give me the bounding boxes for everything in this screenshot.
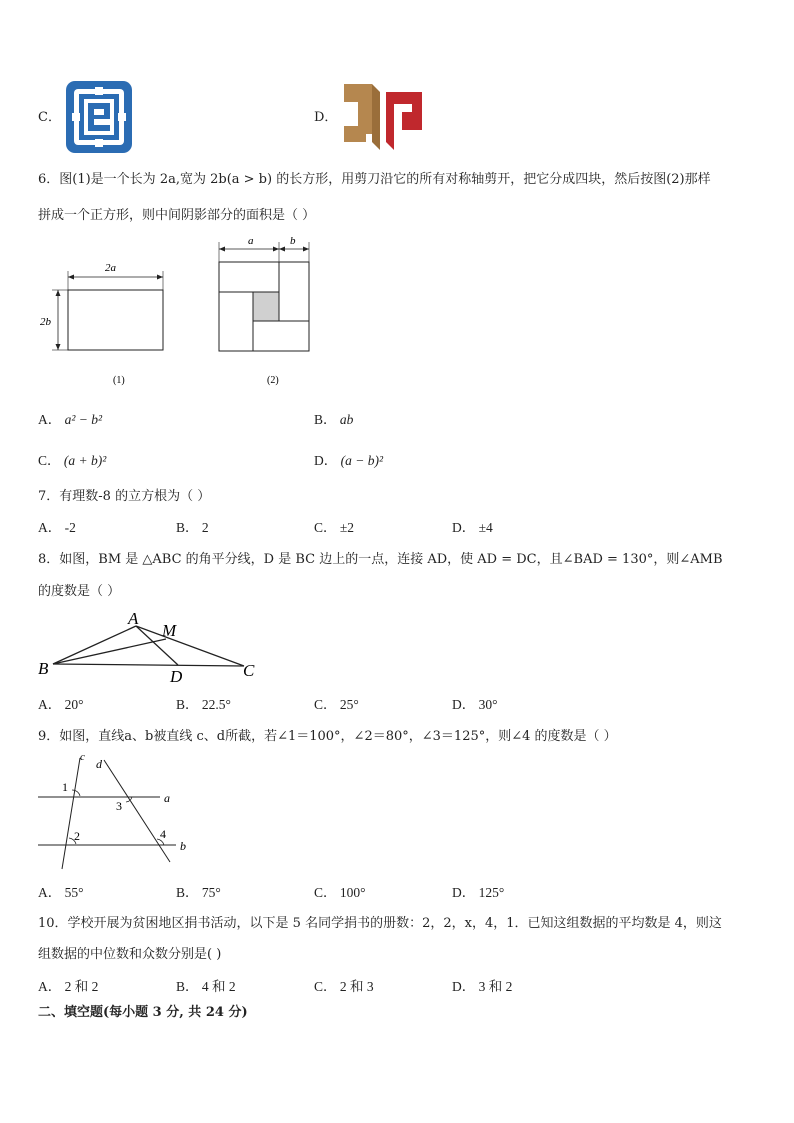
q8-point-c: C bbox=[243, 661, 255, 680]
q9-angle-3: 3 bbox=[116, 799, 122, 813]
q9-label-a: a bbox=[164, 791, 170, 805]
q10-option-b[interactable]: B． 4 和 2 bbox=[176, 979, 236, 994]
q8-option-a[interactable]: A． 20° bbox=[38, 697, 84, 712]
fig1-label-2a: 2a bbox=[105, 262, 116, 274]
q9-label-b: b bbox=[180, 839, 186, 853]
q8-triangle-figure bbox=[36, 608, 266, 688]
open-book-logo-icon bbox=[340, 82, 426, 152]
q8-stem-line2: 的度数是（ ） bbox=[38, 584, 121, 599]
q10-option-d[interactable]: D． 3 和 2 bbox=[452, 979, 513, 994]
q9-option-b[interactable]: B． 75° bbox=[176, 885, 221, 900]
fig1-caption: (1) bbox=[113, 375, 125, 386]
option-c-label: C． bbox=[38, 110, 61, 125]
q10-option-a[interactable]: A． 2 和 2 bbox=[38, 979, 99, 994]
q10-stem-line1: 10．学校开展为贫困地区捐书活动，以下是 5 名同学捐书的册数：2，2，x，4，1．已知这组数据的平均数是 4，则这 bbox=[38, 916, 722, 931]
q6-stem-line2: 拼成一个正方形，则中间阴影部分的面积是（ ） bbox=[38, 208, 316, 223]
fig1-label-2b: 2b bbox=[40, 316, 51, 328]
q8-point-m: M bbox=[162, 621, 177, 640]
q7-option-d[interactable]: D． ±4 bbox=[452, 520, 493, 535]
q8-point-a: A bbox=[128, 609, 139, 628]
q6-option-b[interactable]: B． ab bbox=[314, 412, 354, 427]
q8-option-c[interactable]: C． 25° bbox=[314, 697, 359, 712]
q9-stem: 9．如图，直线a、b被直线 c、d所截，若∠1＝100°，∠2＝80°，∠3＝125°，则∠4 的度数是（ ） bbox=[38, 729, 617, 744]
option-d-label: D． bbox=[314, 110, 338, 125]
section-2-heading: 二、填空题(每小题 3 分, 共 24 分) bbox=[38, 1005, 248, 1020]
q8-point-b: B bbox=[38, 659, 49, 678]
fig2-label-b: b bbox=[290, 235, 296, 247]
q8-option-d[interactable]: D． 30° bbox=[452, 697, 498, 712]
q7-option-b[interactable]: B． 2 bbox=[176, 520, 209, 535]
q9-angle-4: 4 bbox=[160, 827, 166, 841]
q9-angle-2: 2 bbox=[74, 829, 80, 843]
q9-option-c[interactable]: C． 100° bbox=[314, 885, 366, 900]
q6-option-a[interactable]: A． a² − b² bbox=[38, 412, 103, 427]
maze-square-logo-icon bbox=[64, 79, 134, 155]
q6-figure-2 bbox=[210, 232, 320, 392]
q9-option-d[interactable]: D． 125° bbox=[452, 885, 505, 900]
q9-lines-figure bbox=[36, 752, 196, 872]
q7-option-a[interactable]: A． -2 bbox=[38, 520, 76, 535]
q9-option-a[interactable]: A． 55° bbox=[38, 885, 84, 900]
q6-option-c[interactable]: C． (a + b)² bbox=[38, 453, 107, 468]
q7-stem: 7．有理数-8 的立方根为（ ） bbox=[38, 489, 211, 504]
q6-option-d[interactable]: D． (a − b)² bbox=[314, 453, 384, 468]
q7-option-c[interactable]: C． ±2 bbox=[314, 520, 355, 535]
q6-stem-line1: 6．图(1)是一个长为 2a,宽为 2b(a > b) 的长方形，用剪刀沿它的所有对称轴剪开，把它分成四块，然后按图(2)那样 bbox=[38, 172, 711, 187]
q10-option-c[interactable]: C． 2 和 3 bbox=[314, 979, 374, 994]
q8-point-d: D bbox=[170, 667, 183, 686]
q9-label-c: c bbox=[80, 752, 85, 763]
q9-label-d: d bbox=[96, 757, 102, 771]
fig2-label-a: a bbox=[248, 235, 254, 247]
q8-option-b[interactable]: B． 22.5° bbox=[176, 697, 231, 712]
q8-stem-line1: 8．如图，BM 是 △ABC 的角平分线，D 是 BC 边上的一点，连接 AD，使 AD = DC，且∠BAD = 130°，则∠AMB bbox=[38, 552, 723, 567]
q9-angle-1: 1 bbox=[62, 780, 68, 794]
q6-figure-1 bbox=[30, 255, 180, 390]
q10-stem-line2: 组数据的中位数和众数分别是( ) bbox=[38, 947, 222, 962]
fig2-caption: (2) bbox=[267, 375, 279, 386]
